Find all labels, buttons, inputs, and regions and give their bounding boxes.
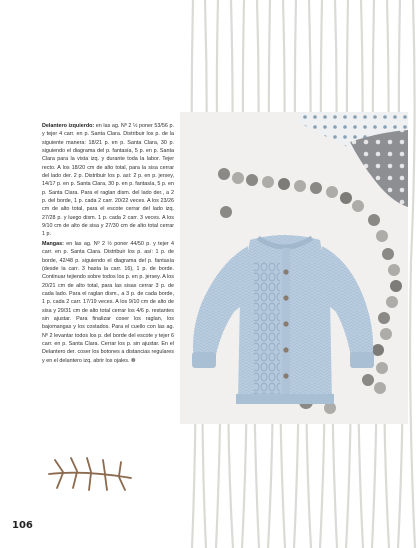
sleeves-section [42, 240, 174, 365]
left-front-heading: Delantero izquierdo: [42, 123, 95, 129]
page-number: 106 [12, 520, 33, 531]
left-front-text: en las ag. Nº 2 ½ poner 53/56 p. y tejer 4 carr. en p. Santa Clara. Distribuir los p. de la siguiente manera: 18/21 p. en p. Santa Clara, 30 p. siguiendo el diagrama del p. fantasía, 5 p. en p. Santa Clara para la vista izq. y durante toda la labor. Tejer recto. A los 18/20 cm de alto total, para la sisa cerrar del lado der. 2 p. Distribuir los p. así: 2 p. en p. jersey, 14/17 p. en p. Santa Clara, 30 p. en p. fantasía, 5 p. en p. Santa Clara. Para el raglan dism. del lado der., a 2 p. del borde, 1 p. cada 2 carr. 20/22 veces. A los 23/26 cm de alto total, para el escote cerrar del lado izq. 27/28 p. y luego dism. 1 p. cada 2 carr. 3 veces. A los 9/10 cm de alto de sisa y 27/30 cm de alto total cerrar 1 p. [42, 123, 174, 238]
finishing-text: Para finalizar coser los raglan, los bajomangas y los costados. Para el cuello con las ag. Nº 2 levantar todos los p. del borde del escote y tejer 6 carr. en p. Santa Clara. Cerrar los p. sin ajustar. En el Delantero der. coser los botones a distancias regulares y en el delantero izq. abrir los ojales. ❁ [42, 315, 174, 364]
left-front-section [42, 122, 174, 239]
sleeves-text: en las ag. Nº 2 ½ poner 44/50 p. y tejer 4 carr. en p. Santa Clara. Distribuir los p. así: 1 p. de borde, 42/48 p. siguiendo el diagrama del p. fantasía (desde la carr. 3 hasta la carr. 16), 1 p. de borde. Continuar tejiendo sobre todos los p. en p. jersey. A los 20/21 cm de alto total, para las sisas cerrar 3 p. de cada lado. Para el raglan dism., a 3 p. de cada borde, 1 p. cada 2 carr. 17/19 veces. A los 9/10 cm de alto de sisa y 29/31 cm de alto total cerrar los 4/6 p. restantes sin ajustar. [42, 240, 174, 322]
sleeves-heading: Mangas: [42, 240, 64, 247]
pattern-instructions [42, 122, 174, 366]
branch-icon [45, 452, 135, 496]
cardigan-photo [180, 112, 408, 424]
cardigan-illustration [180, 112, 408, 424]
